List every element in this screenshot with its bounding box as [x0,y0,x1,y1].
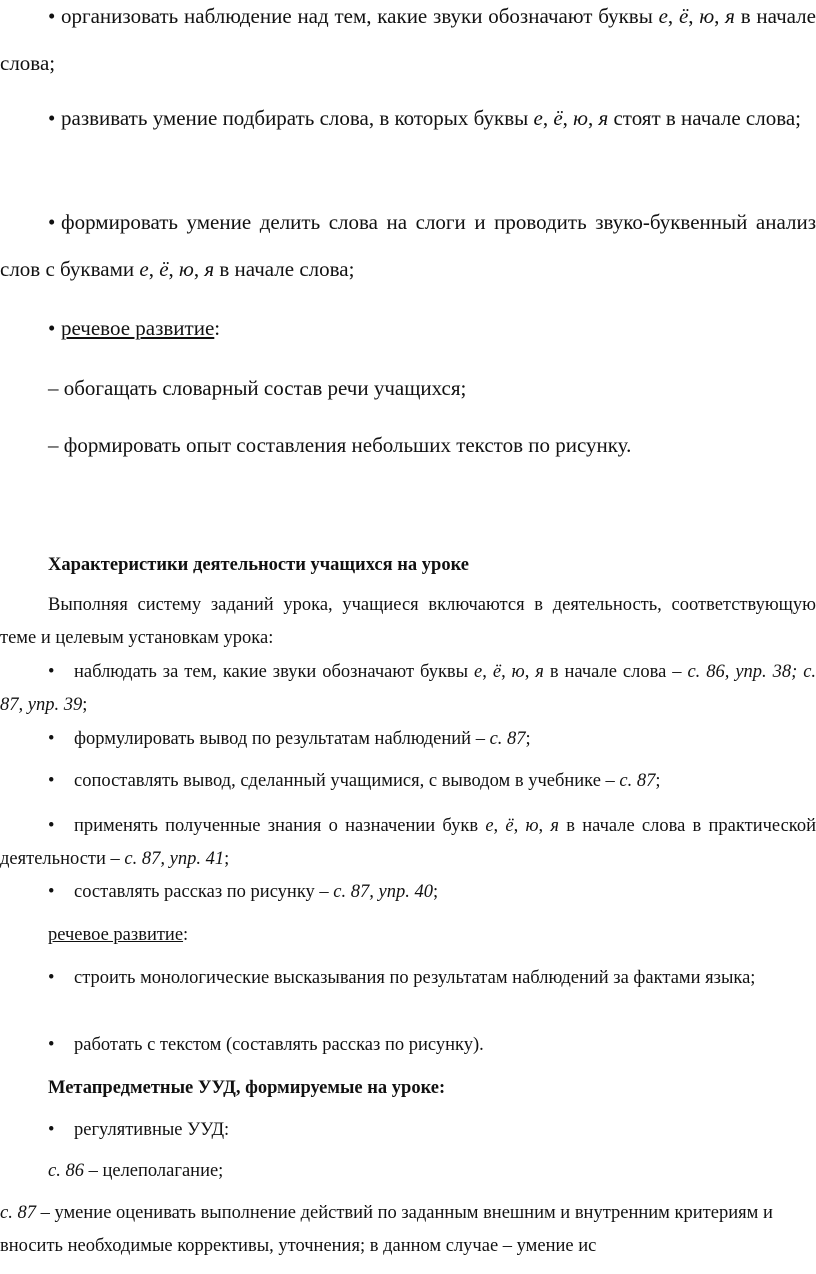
activity-intro: Выполняя систему заданий урока, учащиеся включаются в деятельность, соответствующую теме и целевым установкам урока: [0,595,816,648]
activity-item-compare: • сопоставлять вывод, сделанный учащимися, с выводом в учебнике – с. 87; [0,765,816,798]
activity-heading: Характеристики деятельности учащихся на уроке [48,555,469,575]
meta-item-regulative: • регулятивные УУД: [0,1114,816,1147]
objective-observe-sounds: • организовать наблюдение над тем, какие звуки обозначают буквы е, ё, ю, я в начале слова; [0,0,816,87]
activity-item-text-work: • работать с текстом (составлять рассказ по рисунку). [0,1029,816,1062]
bullet: • [48,729,55,749]
bullet: • [48,316,56,340]
bullet: • [48,968,55,988]
speech-enrich-vocabulary: – обогащать словарный состав речи учащихся; [48,376,467,400]
bullet: • [48,106,56,130]
meta-goal-setting: с. 86 – целеполагание; [48,1161,224,1181]
bullet: • [48,4,56,28]
activity-item-monologue: • строить монологические высказывания по результатам наблюдений за фактами языка; [0,962,816,995]
meta-heading: Метапредметные УУД, формируемые на уроке: [48,1078,446,1098]
activity-speech-label: речевое развитие: [48,925,189,945]
objective-pick-words: • развивать умение подбирать слова, в которых буквы е, ё, ю, я стоят в начале слова; [0,95,816,142]
bullet: • [48,882,55,902]
activity-item-apply: • применять полученные знания о назначении букв е, ё, ю, я в начале слова в практической деятельности – с. 87, упр. 41; [0,810,816,876]
activity-item-story: • составлять рассказ по рисунку – с. 87, упр. 40; [0,876,816,909]
activity-item-observe: • наблюдать за тем, какие звуки обозначают буквы е, ё, ю, я в начале слова – с. 86, упр. 38; с. 87, упр. 39; [0,656,816,722]
bullet: • [48,1035,55,1055]
meta-evaluation: с. 87 – умение оценивать выполнение действий по заданным внешним и внутренним критериям и вносить необходимые коррективы, уточнения; в данном случае – умение ис [0,1203,773,1256]
bullet: • [48,210,56,234]
bullet: • [48,771,55,791]
objective-speech-development: • речевое развитие: [0,305,816,352]
bullet: • [48,816,55,836]
objective-syllables-analysis: • формировать умение делить слова на слоги и проводить звуко-буквенный анализ слов с буквами е, ё, ю, я в начале слова; [0,199,816,293]
bullet: • [48,1120,55,1140]
activity-item-conclusion: • формулировать вывод по результатам наблюдений – с. 87; [0,723,816,756]
bullet: • [48,662,55,682]
speech-compose-texts: – формировать опыт составления небольших текстов по рисунку. [48,433,632,457]
